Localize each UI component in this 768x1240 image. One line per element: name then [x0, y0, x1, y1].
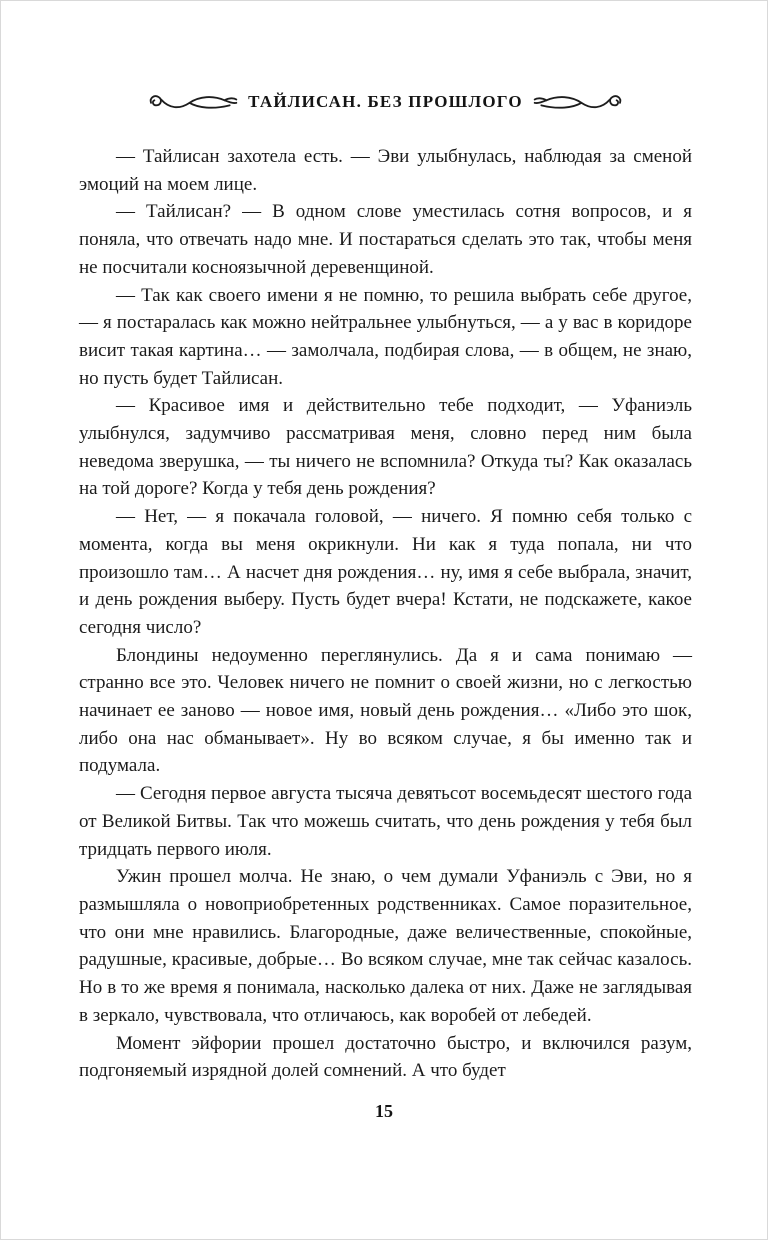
- paragraph: Ужин прошел молча. Не знаю, о чем думали Уфаниэль с Эви, но я размышляла о новоприобретенных родственниках. Самое поразительное, что они мне нравились. Благородные, даже величественные, спокойные, радушные, красивые, добрые… Во всяком случае, мне так сейчас казалось. Но в то же время я понимала, насколько далека от них. Даже не заглядывая в зеркало, чувствовала, что отличаюсь, как воробей от лебедей.: [79, 866, 692, 1026]
- page-header: [79, 91, 692, 113]
- flourish-right-icon: [533, 91, 625, 113]
- paragraph: — Сегодня первое августа тысяча девятьсот восемьдесят шестого года от Великой Битвы. Так что можешь считать, что день рождения у тебя был тридцать первого июля.: [79, 783, 692, 860]
- book-title: ТАЙЛИСАН. БЕЗ ПРОШЛОГО: [248, 92, 523, 111]
- paragraph: — Так как своего имени я не помню, то решила выбрать себе другое, — я постаралась как можно нейтральнее улыбнуться, — а у вас в коридоре висит такая картина… — замолчала, подбирая слова, — в общем, не знаю, но пусть будет Тайлисан.: [79, 284, 692, 389]
- paragraph: Момент эйфории прошел достаточно быстро, и включился разум, подгоняемый изрядной долей сомнений. А что будет: [79, 1032, 692, 1082]
- paragraph: — Тайлисан захотела есть. — Эви улыбнулась, наблюдая за сменой эмоций на моем лице.: [79, 146, 692, 195]
- paragraph: — Тайлисан? — В одном слове уместилась сотня вопросов, и я поняла, что отвечать надо мне. И постараться сделать это так, чтобы меня не посчитали косноязычной деревенщиной.: [79, 201, 692, 278]
- body-text: [79, 143, 692, 1085]
- paragraph: — Красивое имя и действительно тебе подходит, — Уфаниэль улыбнулся, задумчиво рассматривая меня, словно перед ним была неведома зверушка, — ты ничего не вспомнила? Откуда ты? Как оказалась на той дороге? Когда у тебя день рождения?: [79, 395, 692, 500]
- paragraph: Блондины недоуменно переглянулись. Да я и сама понимаю — странно все это. Человек ничего не помнит о своей жизни, но с легкостью начинает ее заново — новое имя, новый день рождения… «Либо это шок, либо она нас обманывает». Ну во всяком случае, я бы именно так и подумала.: [79, 644, 692, 777]
- flourish-left-icon: [146, 91, 238, 113]
- paragraph: — Нет, — я покачала головой, — ничего. Я помню себя только с момента, когда вы меня окрикнули. Ни как я туда попала, ни что произошло там… А насчет дня рождения… ну, имя я себе выбрала, значит, и день рождения выберу. Пусть будет вчера! Кстати, не подскажете, какое сегодня число?: [79, 506, 692, 638]
- page-number: 15: [375, 1101, 393, 1121]
